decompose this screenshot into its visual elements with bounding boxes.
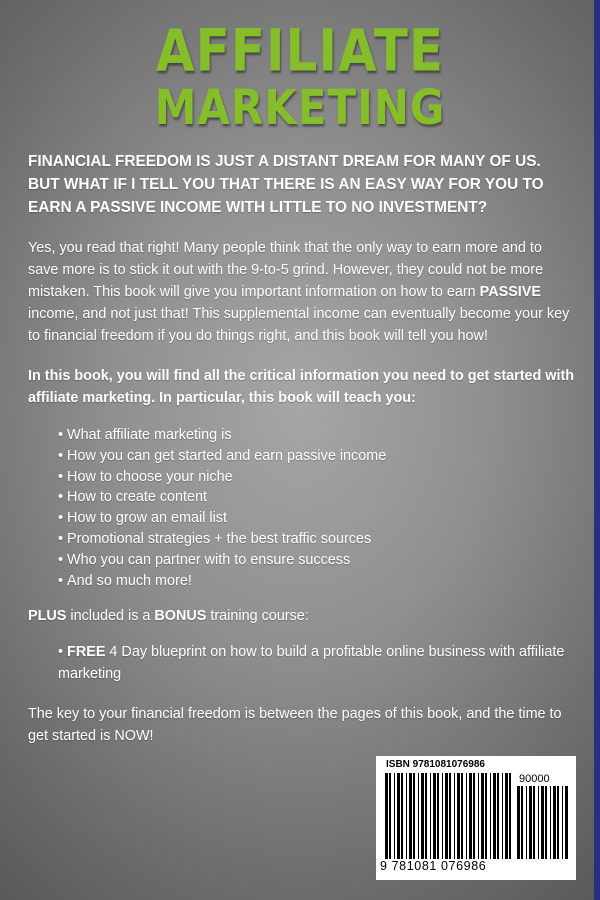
barcode-addon-bars <box>517 786 569 859</box>
barcode-bar <box>449 773 451 859</box>
barcode-digits: 9 781081 076986 <box>380 859 487 873</box>
free-word: FREE <box>67 644 106 661</box>
barcode-bar <box>433 773 436 859</box>
barcode-bar <box>385 773 388 859</box>
list-item: • How you can get started and earn passive income <box>58 446 576 467</box>
list-item: • And so much more! <box>58 571 576 592</box>
barcode-bar <box>473 773 475 859</box>
barcode-bar <box>401 773 403 859</box>
barcode-bar <box>541 786 544 859</box>
intro-paragraph <box>28 237 576 347</box>
blurb-content <box>28 150 576 765</box>
plus-mid: included is a <box>66 608 155 625</box>
barcode-bar <box>565 786 568 859</box>
list-item: • How to create content <box>58 487 576 508</box>
topics-list <box>28 425 576 591</box>
barcode-bar <box>445 773 448 859</box>
list-item: • Who you can partner with to ensure success <box>58 550 576 571</box>
barcode-bar <box>529 786 532 859</box>
bonus-item <box>28 641 576 685</box>
list-item: • What affiliate marketing is <box>58 425 576 446</box>
bullet-dot: • <box>58 644 64 661</box>
barcode-bar <box>397 773 400 859</box>
barcode-bar <box>457 773 460 859</box>
barcode-bar <box>521 786 523 859</box>
barcode-bar <box>481 773 484 859</box>
barcode-bar <box>545 786 547 859</box>
barcode-bar <box>430 773 431 859</box>
barcode-bar <box>490 773 491 859</box>
barcode-bar <box>493 773 496 859</box>
barcode-bar <box>526 786 527 859</box>
barcode-bar <box>478 773 479 859</box>
title-line-1: AFFILIATE <box>155 17 445 85</box>
barcode-bar <box>538 786 539 859</box>
list-item: • Promotional strategies + the best traffic sources <box>58 529 576 550</box>
intro-text-end: income, and not just that! This supplemental income can eventually become your key to financial freedom if you do things right, and this book will tell you how! <box>28 306 570 344</box>
bonus-text: 4 Day blueprint on how to build a profitable online business with affiliate marketing <box>58 644 565 683</box>
barcode-bar <box>533 786 535 859</box>
barcode-bar <box>517 786 520 859</box>
barcode-bar <box>497 773 499 859</box>
barcode-bar <box>502 773 503 859</box>
plus-word: PLUS <box>28 608 67 625</box>
barcode-bar <box>442 773 443 859</box>
intro-bold-word: PASSIVE <box>479 284 541 300</box>
barcode-bars <box>385 773 513 859</box>
barcode-bar <box>425 773 427 859</box>
barcode-bar <box>469 773 472 859</box>
barcode-bar <box>553 786 556 859</box>
learn-intro: In this book, you will find all the critical information you need to get started with affiliate marketing. In particular, this book will teach you: <box>28 368 575 406</box>
barcode-bar <box>421 773 424 859</box>
headline: FINANCIAL FREEDOM IS JUST A DISTANT DREAM FOR MANY OF US. BUT WHAT IF I TELL YOU THAT THERE IS AN EASY WAY FOR YOU TO EARN A PASSIVE INCOME WITH LITTLE TO NO INVESTMENT? <box>28 153 544 216</box>
plus-end: training course: <box>206 608 309 625</box>
list-item: • How to choose your niche <box>58 467 576 488</box>
title-line-2: MARKETING <box>154 79 446 136</box>
barcode-bar <box>413 773 415 859</box>
barcode-bar <box>485 773 487 859</box>
barcode-bar <box>418 773 419 859</box>
closing-paragraph: The key to your financial freedom is between the pages of this book, and the time to get started is NOW! <box>28 706 562 745</box>
barcode-bar <box>466 773 467 859</box>
list-item: • How to grow an email list <box>58 508 576 529</box>
bonus-intro <box>28 605 576 627</box>
barcode-bar <box>394 773 395 859</box>
isbn-label: ISBN 9781081076986 <box>386 759 485 770</box>
barcode-addon-label: 90000 <box>519 773 550 785</box>
barcode-bar <box>509 773 511 859</box>
barcode-bar <box>406 773 407 859</box>
barcode-bar <box>550 786 551 859</box>
barcode-bar <box>437 773 439 859</box>
barcode-bar <box>409 773 412 859</box>
intro-text-start: Yes, you read that right! Many people think that the only way to earn more and to save more is to stick it out with the 9-to-5 grind. However, they could not be more mistaken. This book will give you important information on how to earn <box>28 240 544 300</box>
isbn-barcode <box>376 756 576 880</box>
barcode-bar <box>389 773 391 859</box>
barcode-bar <box>461 773 463 859</box>
bonus-word: BONUS <box>154 608 207 625</box>
barcode-bar <box>454 773 455 859</box>
barcode-bar <box>557 786 559 859</box>
barcode-bar <box>562 786 563 859</box>
barcode-bar <box>505 773 508 859</box>
